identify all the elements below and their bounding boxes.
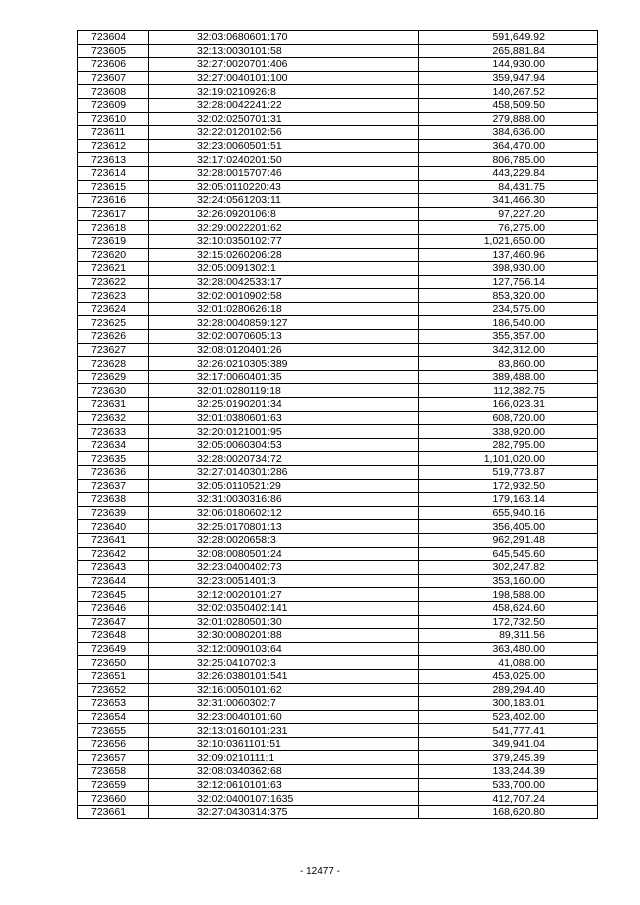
cadastral-number-cell: 32:23:0400402:73: [149, 561, 419, 575]
table-row: [78, 44, 598, 58]
amount-cell: 453,025.00: [419, 669, 598, 683]
record-id-cell: 723657: [78, 751, 149, 765]
cadastral-number-cell: 32:08:0120401:26: [149, 343, 419, 357]
cadastral-number-cell: 32:28:0042241:22: [149, 98, 419, 112]
table-row: [78, 642, 598, 656]
record-id-cell: 723646: [78, 601, 149, 615]
cadastral-number-cell: 32:01:0280501:30: [149, 615, 419, 629]
table-row: [78, 710, 598, 724]
table-row: [78, 126, 598, 140]
record-id-cell: 723618: [78, 221, 149, 235]
table-row: [78, 112, 598, 126]
table-row: [78, 792, 598, 806]
amount-cell: 166,023.31: [419, 398, 598, 412]
record-id-cell: 723612: [78, 139, 149, 153]
table-row: [78, 466, 598, 480]
record-id-cell: 723628: [78, 357, 149, 371]
amount-cell: 186,540.00: [419, 316, 598, 330]
table-row: [78, 425, 598, 439]
record-id-cell: 723613: [78, 153, 149, 167]
amount-cell: 398,930.00: [419, 262, 598, 276]
amount-cell: 127,756.14: [419, 275, 598, 289]
table-row: [78, 438, 598, 452]
record-id-cell: 723648: [78, 629, 149, 643]
amount-cell: 300,183.01: [419, 697, 598, 711]
table-row: [78, 153, 598, 167]
amount-cell: 179,163.14: [419, 493, 598, 507]
amount-cell: 359,947.94: [419, 71, 598, 85]
cadastral-number-cell: 32:13:0030101:58: [149, 44, 419, 58]
table-row: [78, 343, 598, 357]
table-row: [78, 289, 598, 303]
cadastral-number-cell: 32:26:0380101:541: [149, 669, 419, 683]
cadastral-number-cell: 32:02:0070605:13: [149, 330, 419, 344]
amount-cell: 83,860.00: [419, 357, 598, 371]
table-row: [78, 656, 598, 670]
table-row: [78, 765, 598, 779]
amount-cell: 655,940.16: [419, 506, 598, 520]
cadastral-number-cell: 32:01:0280119:18: [149, 384, 419, 398]
amount-cell: 412,707.24: [419, 792, 598, 806]
cadastral-number-cell: 32:25:0190201:34: [149, 398, 419, 412]
amount-cell: 389,488.00: [419, 370, 598, 384]
amount-cell: 523,402.00: [419, 710, 598, 724]
record-id-cell: 723645: [78, 588, 149, 602]
record-id-cell: 723643: [78, 561, 149, 575]
amount-cell: 198,588.00: [419, 588, 598, 602]
record-id-cell: 723650: [78, 656, 149, 670]
cadastral-number-cell: 32:03:0680601:170: [149, 31, 419, 45]
amount-cell: 458,624.60: [419, 601, 598, 615]
table-row: [78, 683, 598, 697]
cadastral-number-cell: 32:17:0060401:35: [149, 370, 419, 384]
record-id-cell: 723659: [78, 778, 149, 792]
table-row: [78, 166, 598, 180]
cadastral-number-cell: 32:09:0210111:1: [149, 751, 419, 765]
cadastral-number-cell: 32:27:0020701:406: [149, 58, 419, 72]
cadastral-number-cell: 32:02:0010902:58: [149, 289, 419, 303]
amount-cell: 341,466.30: [419, 194, 598, 208]
amount-cell: 363,480.00: [419, 642, 598, 656]
amount-cell: 133,244.39: [419, 765, 598, 779]
record-id-cell: 723655: [78, 724, 149, 738]
record-id-cell: 723661: [78, 805, 149, 819]
record-id-cell: 723614: [78, 166, 149, 180]
cadastral-number-cell: 32:30:0080201:88: [149, 629, 419, 643]
cadastral-number-cell: 32:29:0022201:62: [149, 221, 419, 235]
record-id-cell: 723637: [78, 479, 149, 493]
table-row: [78, 805, 598, 819]
amount-cell: 302,247.82: [419, 561, 598, 575]
record-id-cell: 723636: [78, 466, 149, 480]
cadastral-number-cell: 32:02:0250701:31: [149, 112, 419, 126]
amount-cell: 458,509.50: [419, 98, 598, 112]
cadastral-number-cell: 32:12:0610101:63: [149, 778, 419, 792]
table-row: [78, 751, 598, 765]
cadastral-number-cell: 32:27:0140301:286: [149, 466, 419, 480]
amount-cell: 853,320.00: [419, 289, 598, 303]
record-id-cell: 723608: [78, 85, 149, 99]
record-id-cell: 723649: [78, 642, 149, 656]
amount-cell: 364,470.00: [419, 139, 598, 153]
table-row: [78, 58, 598, 72]
table-row: [78, 262, 598, 276]
record-id-cell: 723620: [78, 248, 149, 262]
record-id-cell: 723607: [78, 71, 149, 85]
cadastral-number-cell: 32:05:0110220:43: [149, 180, 419, 194]
cadastral-number-cell: 32:23:0060501:51: [149, 139, 419, 153]
record-id-cell: 723656: [78, 737, 149, 751]
table-row: [78, 194, 598, 208]
table-row: [78, 588, 598, 602]
cadastral-number-cell: 32:01:0380601:63: [149, 411, 419, 425]
amount-cell: 289,294.40: [419, 683, 598, 697]
record-id-cell: 723615: [78, 180, 149, 194]
record-id-cell: 723623: [78, 289, 149, 303]
amount-cell: 1,101,020.00: [419, 452, 598, 466]
record-id-cell: 723617: [78, 207, 149, 221]
cadastral-number-cell: 32:12:0020101:27: [149, 588, 419, 602]
table-row: [78, 180, 598, 194]
table-row: [78, 520, 598, 534]
record-id-cell: 723644: [78, 574, 149, 588]
table-row: [78, 370, 598, 384]
amount-cell: 356,405.00: [419, 520, 598, 534]
amount-cell: 168,620.80: [419, 805, 598, 819]
table-row: [78, 601, 598, 615]
amount-cell: 172,732.50: [419, 615, 598, 629]
record-id-cell: 723611: [78, 126, 149, 140]
record-id-cell: 723660: [78, 792, 149, 806]
cadastral-number-cell: 32:19:0210926:8: [149, 85, 419, 99]
table-row: [78, 275, 598, 289]
amount-cell: 541,777.41: [419, 724, 598, 738]
cadastral-number-cell: 32:01:0280626:18: [149, 302, 419, 316]
record-id-cell: 723605: [78, 44, 149, 58]
table-row: [78, 724, 598, 738]
table-row: [78, 31, 598, 45]
amount-cell: 282,795.00: [419, 438, 598, 452]
table-row: [78, 316, 598, 330]
amount-cell: 379,245.39: [419, 751, 598, 765]
record-id-cell: 723622: [78, 275, 149, 289]
table-row: [78, 98, 598, 112]
amount-cell: 140,267.52: [419, 85, 598, 99]
amount-cell: 342,312.00: [419, 343, 598, 357]
record-id-cell: 723638: [78, 493, 149, 507]
cadastral-number-cell: 32:31:0030316:86: [149, 493, 419, 507]
amount-cell: 89,311.56: [419, 629, 598, 643]
record-id-cell: 723632: [78, 411, 149, 425]
record-id-cell: 723626: [78, 330, 149, 344]
record-id-cell: 723658: [78, 765, 149, 779]
amount-cell: 1,021,650.00: [419, 234, 598, 248]
amount-cell: 384,636.00: [419, 126, 598, 140]
record-id-cell: 723625: [78, 316, 149, 330]
record-id-cell: 723631: [78, 398, 149, 412]
cadastral-number-cell: 32:28:0020658:3: [149, 533, 419, 547]
amount-cell: 443,229.84: [419, 166, 598, 180]
table-row: [78, 207, 598, 221]
amount-cell: 137,460.96: [419, 248, 598, 262]
table-row: [78, 533, 598, 547]
cadastral-number-cell: 32:05:0091302:1: [149, 262, 419, 276]
cadastral-number-cell: 32:17:0240201:50: [149, 153, 419, 167]
records-table-body: [78, 31, 598, 819]
amount-cell: 591,649.92: [419, 31, 598, 45]
record-id-cell: 723616: [78, 194, 149, 208]
cadastral-number-cell: 32:08:0080501:24: [149, 547, 419, 561]
table-row: [78, 139, 598, 153]
record-id-cell: 723653: [78, 697, 149, 711]
record-id-cell: 723652: [78, 683, 149, 697]
cadastral-number-cell: 32:06:0180602:12: [149, 506, 419, 520]
record-id-cell: 723639: [78, 506, 149, 520]
table-row: [78, 71, 598, 85]
amount-cell: 519,773.87: [419, 466, 598, 480]
amount-cell: 265,881.84: [419, 44, 598, 58]
cadastral-number-cell: 32:28:0040859:127: [149, 316, 419, 330]
cadastral-number-cell: 32:16:0050101:62: [149, 683, 419, 697]
table-row: [78, 615, 598, 629]
cadastral-number-cell: 32:23:0040101:60: [149, 710, 419, 724]
amount-cell: 41,088.00: [419, 656, 598, 670]
record-id-cell: 723640: [78, 520, 149, 534]
table-row: [78, 506, 598, 520]
amount-cell: 84,431.75: [419, 180, 598, 194]
table-row: [78, 248, 598, 262]
record-id-cell: 723642: [78, 547, 149, 561]
table-row: [78, 547, 598, 561]
record-id-cell: 723641: [78, 533, 149, 547]
cadastral-number-cell: 32:28:0020734:72: [149, 452, 419, 466]
record-id-cell: 723647: [78, 615, 149, 629]
page-number: - 12477 -: [299, 866, 341, 877]
table-row: [78, 778, 598, 792]
table-row: [78, 411, 598, 425]
cadastral-number-cell: 32:28:0042533:17: [149, 275, 419, 289]
record-id-cell: 723630: [78, 384, 149, 398]
table-row: [78, 330, 598, 344]
cadastral-number-cell: 32:31:0060302:7: [149, 697, 419, 711]
table-row: [78, 629, 598, 643]
table-row: [78, 479, 598, 493]
cadastral-number-cell: 32:26:0920106:8: [149, 207, 419, 221]
table-row: [78, 357, 598, 371]
table-row: [78, 669, 598, 683]
record-id-cell: 723604: [78, 31, 149, 45]
table-row: [78, 737, 598, 751]
cadastral-number-cell: 32:08:0340362:68: [149, 765, 419, 779]
record-id-cell: 723621: [78, 262, 149, 276]
record-id-cell: 723635: [78, 452, 149, 466]
cadastral-number-cell: 32:02:0350402:141: [149, 601, 419, 615]
table-row: [78, 398, 598, 412]
record-id-cell: 723629: [78, 370, 149, 384]
cadastral-number-cell: 32:13:0160101:231: [149, 724, 419, 738]
records-table: [77, 30, 598, 819]
table-row: [78, 384, 598, 398]
amount-cell: 608,720.00: [419, 411, 598, 425]
cadastral-number-cell: 32:23:0051401:3: [149, 574, 419, 588]
amount-cell: 338,920.00: [419, 425, 598, 439]
record-id-cell: 723606: [78, 58, 149, 72]
table-row: [78, 561, 598, 575]
record-id-cell: 723627: [78, 343, 149, 357]
amount-cell: 349,941.04: [419, 737, 598, 751]
cadastral-number-cell: 32:25:0170801:13: [149, 520, 419, 534]
cadastral-number-cell: 32:22:0120102:56: [149, 126, 419, 140]
amount-cell: 355,357.00: [419, 330, 598, 344]
amount-cell: 806,785.00: [419, 153, 598, 167]
amount-cell: 172,932.50: [419, 479, 598, 493]
amount-cell: 645,545.60: [419, 547, 598, 561]
table-row: [78, 85, 598, 99]
cadastral-number-cell: 32:27:0040101:100: [149, 71, 419, 85]
cadastral-number-cell: 32:26:0210305:389: [149, 357, 419, 371]
cadastral-number-cell: 32:28:0015707:46: [149, 166, 419, 180]
record-id-cell: 723609: [78, 98, 149, 112]
table-row: [78, 493, 598, 507]
cadastral-number-cell: 32:27:0430314:375: [149, 805, 419, 819]
cadastral-number-cell: 32:20:0121001:95: [149, 425, 419, 439]
cadastral-number-cell: 32:24:0561203:11: [149, 194, 419, 208]
table-row: [78, 221, 598, 235]
amount-cell: 533,700.00: [419, 778, 598, 792]
record-id-cell: 723610: [78, 112, 149, 126]
cadastral-number-cell: 32:10:0361101:51: [149, 737, 419, 751]
record-id-cell: 723619: [78, 234, 149, 248]
record-id-cell: 723651: [78, 669, 149, 683]
amount-cell: 144,930.00: [419, 58, 598, 72]
cadastral-number-cell: 32:05:0110521:29: [149, 479, 419, 493]
cadastral-number-cell: 32:10:0350102:77: [149, 234, 419, 248]
cadastral-number-cell: 32:25:0410702:3: [149, 656, 419, 670]
amount-cell: 962,291.48: [419, 533, 598, 547]
cadastral-number-cell: 32:15:0260206:28: [149, 248, 419, 262]
cadastral-number-cell: 32:12:0090103:64: [149, 642, 419, 656]
record-id-cell: 723634: [78, 438, 149, 452]
record-id-cell: 723624: [78, 302, 149, 316]
table-row: [78, 697, 598, 711]
amount-cell: 279,888.00: [419, 112, 598, 126]
amount-cell: 353,160.00: [419, 574, 598, 588]
table-row: [78, 574, 598, 588]
table-row: [78, 234, 598, 248]
amount-cell: 112,382.75: [419, 384, 598, 398]
amount-cell: 97,227.20: [419, 207, 598, 221]
amount-cell: 76,275.00: [419, 221, 598, 235]
cadastral-number-cell: 32:05:0060304:53: [149, 438, 419, 452]
record-id-cell: 723633: [78, 425, 149, 439]
record-id-cell: 723654: [78, 710, 149, 724]
table-row: [78, 452, 598, 466]
cadastral-number-cell: 32:02:0400107:1635: [149, 792, 419, 806]
amount-cell: 234,575.00: [419, 302, 598, 316]
table-row: [78, 302, 598, 316]
